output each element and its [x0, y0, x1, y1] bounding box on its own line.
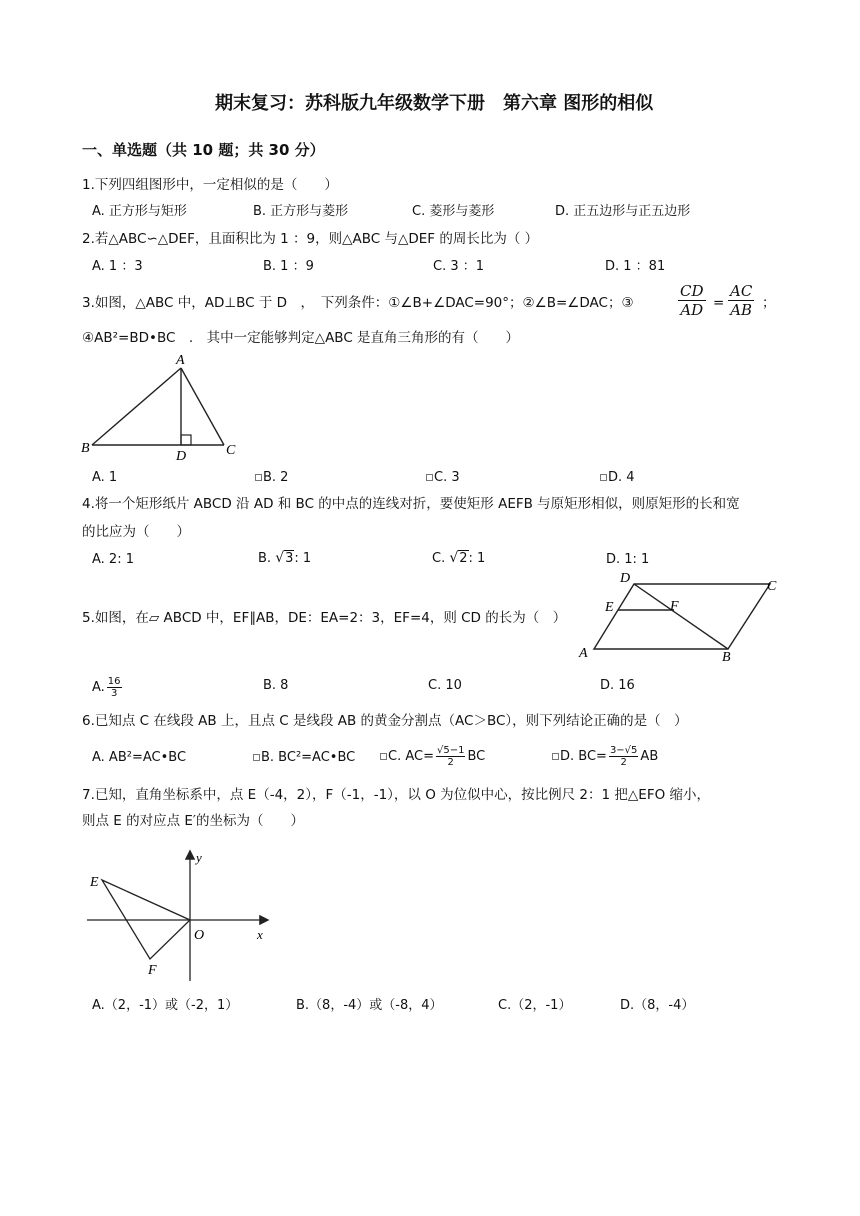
- question-6-option-b[interactable]: [253, 750, 355, 766]
- sqrt-icon: √: [275, 550, 285, 566]
- fraction-numerator: 16: [107, 676, 121, 687]
- question-3-semicolon: ；: [762, 295, 776, 311]
- option-prefix: C.: [432, 551, 450, 566]
- option-marker-icon: [552, 753, 559, 760]
- option-label: B. 2: [263, 470, 289, 485]
- question-2-option-a[interactable]: A. 1 ：3: [92, 259, 143, 274]
- sqrt-icon: √: [449, 550, 459, 566]
- question-3-fraction-ac-ab: [728, 282, 754, 319]
- question-5-option-d[interactable]: D. 16: [600, 678, 635, 693]
- option-suffix: BC: [467, 749, 486, 764]
- question-4-stem-line1: 4.将一个矩形纸片 ABCD 沿 AD 和 BC 的中点的连线对折，要使矩形 AEFB 与原矩形相似，则原矩形的长和宽: [82, 496, 740, 512]
- label-y: y: [196, 850, 202, 865]
- question-2-option-d[interactable]: D. 1 ：81: [605, 259, 666, 274]
- question-2-stem: 2.若△ABC∽△DEF，且面积比为 1 ：9，则△ABC 与△DEF 的周长比为（ ）: [82, 231, 539, 247]
- question-7-stem-line1: 7.已知，直角坐标系中，点 E（-4，2），F（-1，-1），以 O 为位似中心，按比例尺 2：1 把△EFO 缩小，: [82, 787, 710, 803]
- label-a: A: [176, 353, 185, 368]
- fraction-numerator: √5−1: [436, 745, 465, 756]
- option-marker-icon: [380, 753, 387, 760]
- question-7-stem-line2: 则点 E 的对应点 E′的坐标为（ ）: [82, 813, 304, 829]
- question-3-option-d[interactable]: [600, 470, 635, 486]
- question-7-option-a[interactable]: A.（2，-1）或（-2，1）: [92, 998, 239, 1013]
- question-4-option-d[interactable]: D. 1: 1: [606, 552, 650, 567]
- question-5-option-c[interactable]: C. 10: [428, 678, 462, 693]
- question-3-option-b[interactable]: [255, 470, 288, 486]
- question-5-option-b[interactable]: B. 8: [263, 678, 289, 693]
- question-3-triangle-figure: [78, 352, 248, 464]
- question-4-option-a[interactable]: A. 2: 1: [92, 552, 134, 567]
- question-1-option-d[interactable]: D. 正五边形与正五边形: [555, 204, 691, 219]
- question-3-equals: =: [713, 295, 725, 311]
- fraction-numerator: AC: [730, 282, 753, 300]
- question-5-parallelogram-figure: [574, 568, 786, 664]
- option-label: D. 4: [608, 470, 635, 485]
- fraction-denominator: 2: [447, 757, 454, 768]
- question-2-option-b[interactable]: B. 1 ：9: [263, 259, 314, 274]
- fraction-denominator: AB: [730, 301, 753, 319]
- question-7-option-d[interactable]: D.（8，-4）: [620, 998, 695, 1013]
- option-label: B. BC²=AC•BC: [261, 750, 356, 765]
- option-suffix: : 1: [294, 551, 312, 566]
- fraction: [436, 745, 465, 768]
- question-1-stem: 1.下列四组图形中，一定相似的是（ ）: [82, 177, 338, 193]
- question-4-option-b[interactable]: [258, 550, 311, 567]
- option-label: C. 3: [434, 470, 460, 485]
- fraction-numerator: 3−√5: [609, 745, 638, 756]
- question-1-option-a[interactable]: A. 正方形与矩形: [92, 204, 187, 219]
- question-4-stem-line2: 的比应为（ ）: [82, 524, 190, 540]
- question-5-option-a[interactable]: [92, 676, 124, 699]
- label-e: E: [605, 600, 614, 615]
- label-b: B: [81, 441, 90, 456]
- fraction: [609, 745, 638, 768]
- option-prefix: B.: [258, 551, 276, 566]
- option-prefix: D. BC=: [560, 749, 607, 764]
- option-suffix: : 1: [468, 551, 486, 566]
- question-3-option-a[interactable]: A. 1: [92, 470, 118, 485]
- option-marker-icon: [426, 474, 433, 481]
- fraction-numerator: CD: [680, 282, 704, 300]
- question-6-option-d[interactable]: [552, 745, 658, 768]
- label-c: C: [767, 579, 777, 594]
- label-d: D: [620, 571, 631, 586]
- label-a: A: [579, 646, 588, 661]
- radicand: 2: [459, 551, 468, 566]
- label-b: B: [722, 650, 731, 664]
- option-prefix: A.: [92, 680, 105, 695]
- question-6-option-c[interactable]: [380, 745, 485, 768]
- option-marker-icon: [253, 754, 260, 761]
- page-title: 期末复习：苏科版九年级数学下册 第六章 图形的相似: [215, 93, 654, 114]
- question-4-option-c[interactable]: [432, 550, 485, 567]
- radicand: 3: [285, 551, 294, 566]
- label-c: C: [226, 443, 236, 458]
- label-f: F: [148, 963, 157, 978]
- question-6-option-a[interactable]: A. AB²=AC•BC: [92, 750, 187, 765]
- label-x: x: [257, 927, 263, 942]
- fraction-denominator: AD: [680, 301, 704, 319]
- option-marker-icon: [255, 474, 262, 481]
- question-1-option-c[interactable]: C. 菱形与菱形: [412, 204, 495, 219]
- question-7-coordinate-figure: [82, 846, 277, 986]
- label-f: F: [670, 599, 679, 614]
- option-marker-icon: [600, 474, 607, 481]
- option-prefix: C. AC=: [388, 749, 434, 764]
- question-3-option-c[interactable]: [426, 470, 460, 486]
- question-5-stem: 5.如图，在▱ ABCD 中，EF∥AB，DE：EA=2：3，EF=4，则 CD 的长为（ ）: [82, 610, 567, 626]
- label-d: D: [176, 449, 187, 464]
- section-heading: 一、单选题（共 10 题；共 30 分）: [82, 141, 325, 159]
- question-7-option-b[interactable]: B.（8，-4）或（-8，4）: [296, 998, 443, 1013]
- option-suffix: AB: [640, 749, 659, 764]
- question-3-stem-line1: 3.如图，△ABC 中，AD⊥BC 于 D ， 下列条件：①∠B+∠DAC=90°；②∠B=∠DAC；③: [82, 295, 634, 311]
- fraction-denominator: 3: [110, 688, 118, 699]
- question-7-option-c[interactable]: C.（2，-1）: [498, 998, 572, 1013]
- question-1-option-b[interactable]: B. 正方形与菱形: [253, 204, 349, 219]
- label-e: E: [90, 875, 99, 890]
- question-6-stem: 6.已知点 C 在线段 AB 上，且点 C 是线段 AB 的黄金分割点（AC＞BC），则下列结论正确的是（ ）: [82, 713, 688, 729]
- fraction-denominator: 2: [620, 757, 627, 768]
- fraction: [107, 676, 122, 699]
- question-2-option-c[interactable]: C. 3 ：1: [433, 259, 485, 274]
- label-o: O: [194, 928, 205, 943]
- question-3-stem-line2: ④AB²=BD•BC . 其中一定能够判定△ABC 是直角三角形的有（ ）: [82, 330, 520, 346]
- question-3-fraction-cd-ad: [678, 282, 706, 319]
